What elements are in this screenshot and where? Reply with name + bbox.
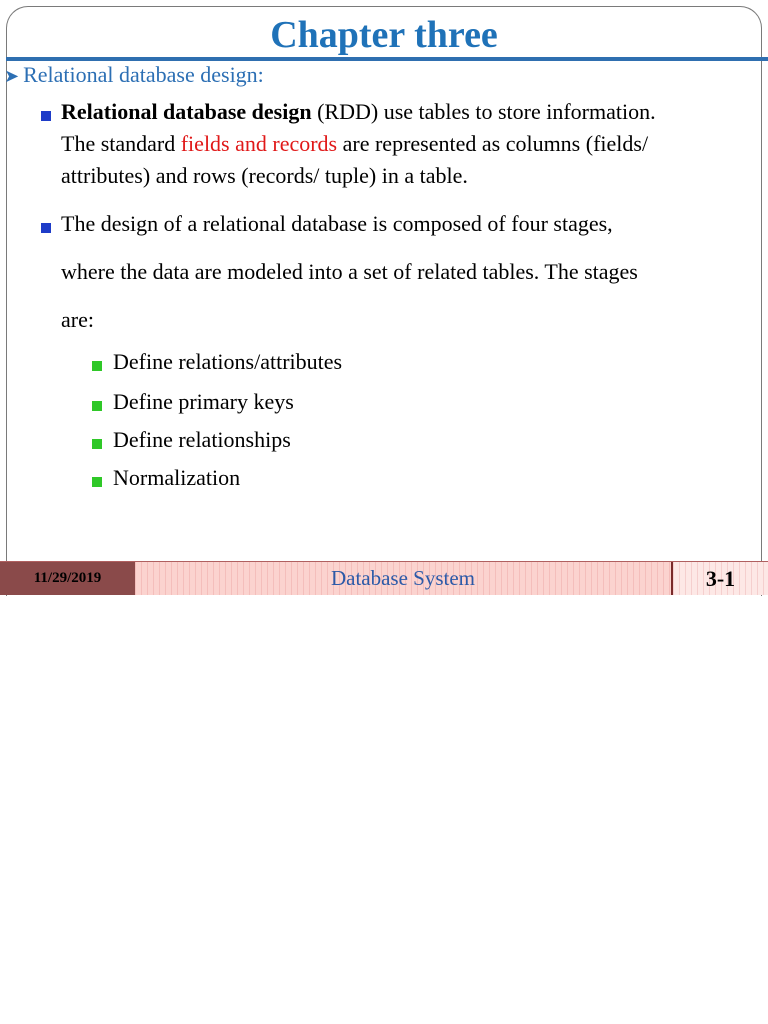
- slide-frame: [6, 6, 762, 596]
- stage-item: Define primary keys: [113, 389, 294, 414]
- bullet1-line2: [61, 131, 648, 157]
- section-heading: [4, 62, 264, 89]
- bullet1-line1-text: (RDD) use tables to store information.: [311, 99, 656, 124]
- square-bullet-icon: [41, 223, 51, 233]
- bullet1-line1: [61, 99, 656, 125]
- square-bullet-icon: [92, 401, 102, 411]
- highlighted-term: fields and records: [180, 131, 338, 156]
- bullet1-line2-post: are represented as columns (fields/: [337, 131, 649, 156]
- bullet1-line2-pre: The standard: [61, 131, 181, 156]
- bullet2-line3: are:: [61, 307, 94, 332]
- square-bullet-icon: [92, 439, 102, 449]
- square-bullet-icon: [92, 477, 102, 487]
- bullet2-line1: The design of a relational database is composed of four stages,: [61, 211, 613, 236]
- arrow-bullet-icon: ➤: [4, 66, 20, 86]
- stage-item: Normalization: [113, 465, 241, 490]
- square-bullet-icon: [92, 361, 102, 371]
- square-bullet-icon: [41, 111, 51, 121]
- footer-course-title: Database System: [135, 562, 671, 595]
- page-number: 3-1: [671, 562, 768, 595]
- stage-item: Define relations/attributes: [113, 349, 343, 374]
- stage-item: Define relationships: [113, 427, 291, 452]
- title-divider: [6, 57, 768, 61]
- footer-date: 11/29/2019: [0, 562, 135, 595]
- bullet1-line3: attributes) and rows (records/ tuple) in a table.: [61, 163, 468, 188]
- slide-title: Chapter three: [270, 14, 498, 56]
- section-heading-text: Relational database design:: [23, 62, 264, 87]
- bold-term: Relational database design: [61, 99, 312, 124]
- bullet2-line2: where the data are modeled into a set of related tables. The stages: [61, 259, 638, 284]
- slide-footer: [0, 561, 768, 595]
